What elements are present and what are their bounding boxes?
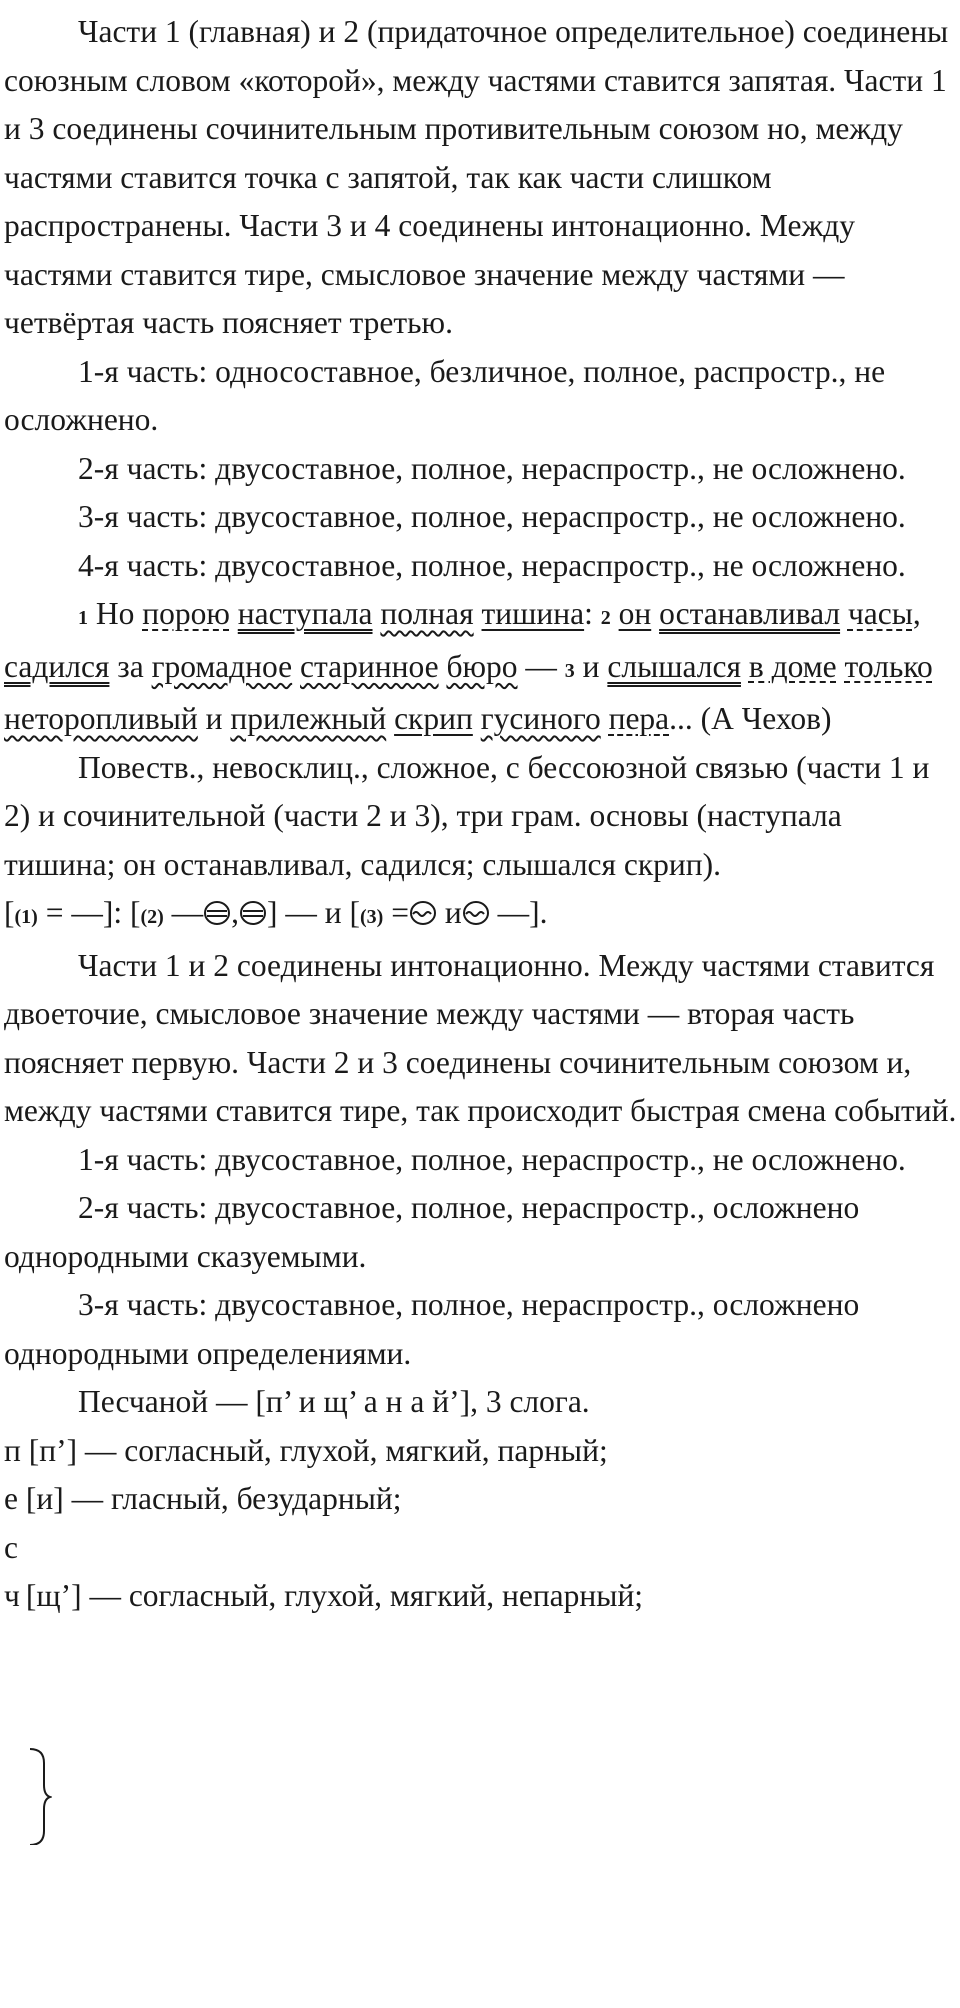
scheme-number-1: (1) bbox=[14, 906, 38, 928]
double-predicate-oval-icon bbox=[239, 899, 267, 927]
paragraph-connection-analysis-2: Части 1 и 2 соединены интонационно. Между частями ставится двоеточие, смысловое значение между частями — вторая часть поясняет первую. Части 2 и 3 соединены сочинительным союзом и, между частями ставится тире, так происходит быстрая смена событий. bbox=[4, 947, 957, 1128]
sound-sch: [щ’] — согласный, глухой, мягкий, непарный; bbox=[25, 1578, 644, 1613]
predicate-slyshalsya: слышался bbox=[607, 648, 741, 684]
scheme-subject: — bbox=[163, 895, 204, 930]
paragraph-part-1: 1-я часть: односоставное, безличное, полное, распростр., не осложнено. bbox=[4, 353, 886, 437]
subject-tishina: тишина bbox=[481, 596, 585, 631]
scheme-conjunction: и bbox=[436, 895, 462, 930]
letter-combination-brace bbox=[26, 1745, 52, 1845]
double-predicate-oval-icon bbox=[203, 899, 231, 927]
word-za: за bbox=[109, 648, 152, 684]
paragraph-part-3: 3-я часть: двусоставное, полное, нераспростр., не осложнено. bbox=[78, 499, 906, 534]
word-gromadnoe: громадное bbox=[151, 648, 293, 684]
paragraph-part-4: 4-я часть: двусоставное, полное, нераспростр., не осложнено. bbox=[78, 547, 906, 583]
phonetic-line-ch bbox=[4, 1572, 960, 1621]
paragraph-connection-analysis-1: Части 1 (главная) и 2 (придаточное определительное) соединены союзным словом «которой», между частями ставится запятая. Части 1 и 3 соединены сочинительным противительным союзом но, между частями ставится точка с запятой, так как части слишком распространены. Части 3 и 4 соединены интонационно. Между частями ставится тире, смысловое значение между частями — четвёртая часть поясняет третью. bbox=[4, 14, 949, 340]
paragraph-part-2: 2-я часть: двусоставное, полное, нераспростр., не осложнено. bbox=[78, 450, 906, 486]
paragraph-sentence-characteristic: Повеств., невосклиц., сложное, с бессоюзной связью (части 1 и 2) и сочинительной (части 2 и 3), три грам. основы (наступала тишина; он останавливал, садился; слышался скрип). bbox=[4, 749, 930, 882]
source-attribution: ... (А Чехов) bbox=[669, 701, 832, 736]
word-byuro: бюро bbox=[446, 648, 518, 684]
word-gusinogo: гусиного bbox=[480, 701, 601, 736]
punct-colon: : bbox=[584, 596, 601, 631]
word-v-dome: в доме bbox=[748, 648, 837, 684]
word-i: и bbox=[574, 648, 608, 684]
letter-ch: ч bbox=[4, 1578, 20, 1613]
part-number-2: 2 bbox=[600, 607, 611, 629]
wavy-attribute-oval-icon bbox=[462, 899, 490, 927]
parsed-sentence: 1 Но порою наступала полная тишина: 2 он останавливал часы, садился за громадное старинное бюро — 3 и слышался в доме только неторопливый и прилежный скрип гусиного пера... (А Чехов) bbox=[4, 596, 933, 736]
word-netoroplivyy: неторопливый bbox=[4, 701, 198, 736]
sentence-scheme: [(1) = —]: [(2) — , ] — и [(3) = и —]. bbox=[4, 895, 548, 930]
part-number-3: 3 bbox=[564, 659, 575, 682]
scheme-predicate: = bbox=[383, 895, 409, 930]
word-pera: пера bbox=[608, 701, 670, 736]
word-i-2: и bbox=[197, 701, 231, 736]
word-poroyu: порою bbox=[142, 596, 230, 631]
predicate-ostanavlival: останавливал bbox=[659, 596, 841, 631]
subject-on: он bbox=[618, 596, 652, 631]
word-chasy: часы bbox=[847, 596, 913, 631]
scheme-number-3: (3) bbox=[360, 906, 384, 928]
paragraph-part-3b: 3-я часть: двусоставное, полное, нераспростр., осложнено однородными определениями. bbox=[4, 1287, 860, 1371]
phonetic-line-s: с bbox=[4, 1529, 18, 1565]
scheme-part-2-end: ] — и [ bbox=[267, 895, 360, 930]
punct-dash: — bbox=[525, 648, 565, 684]
part-number-1: 1 bbox=[78, 607, 88, 629]
phonetic-line-e: е [и] — гласный, безударный; bbox=[4, 1481, 402, 1516]
scheme-bracket: [ bbox=[4, 895, 15, 930]
word-tolko: только bbox=[844, 648, 933, 684]
word-prilezhnyy: прилежный bbox=[230, 701, 387, 736]
predicate-nastupala: наступала bbox=[237, 596, 373, 631]
phonetic-line-p: п [п’] — согласный, глухой, мягкий, парный; bbox=[4, 1432, 608, 1468]
word-starinnoe: старинное bbox=[300, 648, 439, 684]
paragraph-part-1b: 1-я часть: двусоставное, полное, нераспростр., не осложнено. bbox=[78, 1141, 906, 1177]
word-no: Но bbox=[95, 596, 143, 631]
phonetic-word: Песчаной — [п’ и щ’ а н а й’], 3 слога. bbox=[78, 1384, 590, 1419]
paragraph-part-2b: 2-я часть: двусоставное, полное, нераспростр., осложнено однородными сказуемыми. bbox=[4, 1190, 860, 1274]
scheme-number-2: (2) bbox=[140, 906, 164, 928]
word-polnaya: полная bbox=[380, 596, 474, 631]
predicate-sadilsya: садился bbox=[4, 648, 110, 684]
wavy-attribute-oval-icon bbox=[409, 899, 437, 927]
subject-skrip: скрип bbox=[394, 701, 473, 736]
scheme-part-1: = —]: [ bbox=[37, 895, 141, 930]
scheme-subject-end: —]. bbox=[489, 895, 548, 930]
